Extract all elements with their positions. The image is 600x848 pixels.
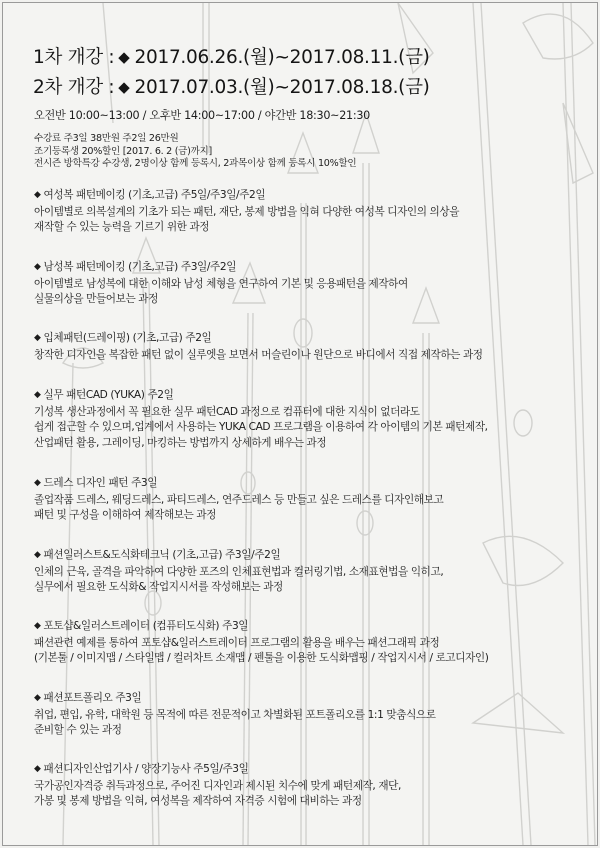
poster (2, 2, 598, 846)
course-item (34, 619, 489, 667)
course-title: ◆ 남성복 패턴메이킹 (기초,고급) 주3일/주2일 (34, 261, 237, 273)
fee-line: 조기등록생 20%할인 [2017. 6. 2 (금)까지] (34, 145, 212, 157)
course-description: 기성복 생산과정에서 꼭 필요한 실무 패턴CAD 과정으로 컴퓨터에 대한 지식이 없더라도 쉽게 접근할 수 있으며,업계에서 사용하는 YUKA CAD 프로그램을 이용하여 각 아이템의 기본 패턴제작, 산업패턴 활용, 그레이딩, 마킹하는 방법까지 상세하게 배우는 과정 (34, 405, 488, 449)
course-title: ◆ 포토샵&일러스트레이터 (컴퓨터도식화) 주3일 (34, 620, 249, 632)
course-description: 아이템별로 의복설계의 기초가 되는 패턴, 재단, 봉제 방법을 익혀 다양한 여성복 디자인의 의상을 재작할 수 있는 능력을 기르기 위한 과정 (34, 205, 460, 234)
course-title: ◆ 드레스 디자인 패턴 주3일 (34, 477, 158, 489)
diamond-bullet-icon: ◆ (34, 478, 41, 488)
course-item (34, 548, 443, 596)
course-title: ◆ 여성복 패턴메이킹 (기초,고급) 주5일/주3일/주2일 (34, 189, 266, 201)
course-item (34, 260, 408, 308)
course-item (34, 762, 401, 810)
first-session-label: 1차 개강 : (33, 47, 115, 68)
course-title: ◆ 패션디자인산업기사 / 양장기능사 주5일/주3일 (34, 763, 249, 775)
fee-line: 전시즌 방학특강 수강생, 2명이상 함께 등록시, 2과목이상 함께 등록시 10%할인 (34, 158, 357, 169)
first-session-dates: 2017.06.26.(월)~2017.08.11.(금) (134, 47, 430, 68)
course-title: ◆ 실무 패턴CAD (YUKA) 주2일 (34, 389, 174, 401)
diamond-bullet-icon: ◆ (34, 550, 41, 560)
first-session-line (33, 43, 430, 69)
course-description: 인체의 근육, 골격을 파악하여 다양한 포즈의 인체표현법과 컬러링기법, 소재표현법을 익히고, 실무에서 필요한 도식화& 작업지시서를 작성해보는 과정 (34, 565, 444, 594)
fee-line: 수강료 주3일 38만원 주2일 26만원 (34, 133, 179, 144)
diamond-bullet-icon: ◆ (118, 78, 130, 96)
course-description: 졸업작품 드레스, 웨딩드레스, 파티드레스, 연주드레스 등 만들고 싶은 드레스를 디자인해보고 패턴 및 구성을 이해하여 제작해보는 과정 (34, 493, 444, 522)
class-schedule: 오전반 10:00~13:00 / 오후반 14:00~17:00 / 야간반 18:30~21:30 (34, 109, 370, 122)
course-description: 아이템별로 남성복에 대한 이해와 남성 체형을 연구하여 기본 및 응용패턴을 제작하여 실물의상을 만들어보는 과정 (34, 277, 408, 306)
course-description: 패션관련 예제를 통하여 포토샵&일러스트레이터 프로그램의 활용을 배우는 패션그래픽 과정 (기본툴 / 이미지맵 / 스타일맵 / 컬러차트 소재맵 / 펜툴을 이용한 도식화맵핑 / 작업지시서 / 로고디자인) (34, 636, 489, 665)
course-title: ◆ 패션포트폴리오 주3일 (34, 692, 142, 704)
second-session-label: 2차 개강 : (33, 77, 115, 98)
second-session-dates: 2017.07.03.(월)~2017.08.18.(금) (134, 77, 430, 98)
diamond-bullet-icon: ◆ (34, 764, 41, 774)
diamond-bullet-icon: ◆ (34, 190, 41, 200)
diamond-bullet-icon: ◆ (34, 390, 41, 400)
course-description: 국가공인자격증 취득과정으로, 주어진 디자인과 제시된 치수에 맞게 패턴제작, 재단, 가봉 및 봉제 방법을 익혀, 여성복을 제작하여 자격증 시험에 대비하는 과정 (34, 779, 401, 808)
diamond-bullet-icon: ◆ (34, 333, 41, 343)
course-item (34, 331, 483, 363)
course-item (34, 188, 459, 236)
course-description: 창작한 디자인을 복잡한 패턴 없이 실루엣을 보면서 머슬린이나 원단으로 바디에서 직접 제작하는 과정 (34, 348, 483, 361)
diamond-bullet-icon: ◆ (34, 693, 41, 703)
second-session-line (33, 73, 430, 99)
course-title: ◆ 패션일러스트&도식화테크닉 (기초,고급) 주3일/주2일 (34, 549, 281, 561)
course-item (34, 476, 443, 524)
diamond-bullet-icon: ◆ (34, 621, 41, 631)
diamond-bullet-icon: ◆ (118, 48, 130, 66)
fee-info (34, 133, 356, 171)
course-description: 취업, 편입, 유학, 대학원 등 목적에 따른 전문적이고 차별화된 포트폴리오를 1:1 맞춤식으로 준비할 수 있는 과정 (34, 708, 436, 737)
diamond-bullet-icon: ◆ (34, 262, 41, 272)
course-title: ◆ 입체패턴(드레이핑) (기초,고급) 주2일 (34, 332, 212, 344)
course-item (34, 691, 436, 739)
course-item (34, 388, 488, 451)
